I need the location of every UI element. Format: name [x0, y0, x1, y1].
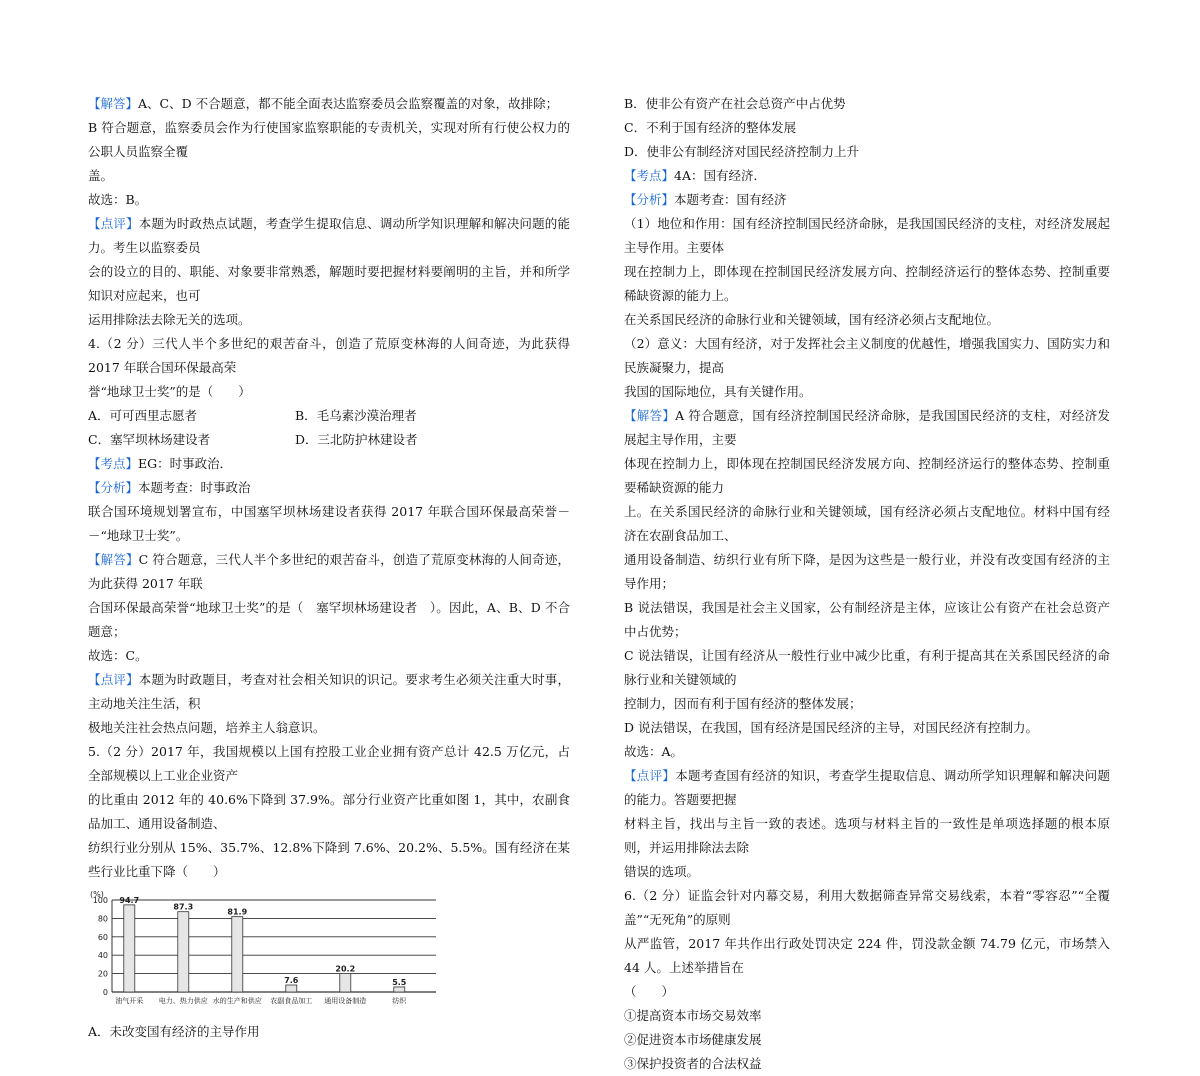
point-tag: 【考点】 — [88, 456, 139, 471]
y-axis-label: (%) — [90, 890, 104, 899]
q4-choice: 故选：C。 — [88, 648, 148, 663]
q5-answer: 【解答】A 符合题意，国有经济控制国民经济命脉，是我国国民经济的支柱，对经济发展起主导作用，主要 — [624, 408, 1110, 447]
bar-value-label: 94.7 — [119, 895, 140, 905]
bar-3 — [232, 917, 243, 992]
q5-option-b: B．使非公有资产在社会总资产中占优势 — [624, 96, 846, 111]
q4-analysis: 【分析】本题考查：时事政治 — [88, 480, 251, 495]
left-column — [88, 92, 570, 1044]
review-tag: 【点评】 — [624, 768, 676, 783]
q5-analysis-1-cont-2: 在关系国民经济的命脉行业和关键领域，国有经济必须占支配地位。 — [624, 312, 1000, 327]
bar-5 — [340, 973, 351, 992]
bar-6 — [394, 987, 405, 992]
q5-analysis-2: （2）意义：大国有经济，对于发挥社会主义制度的优越性，增强我国实力、国防实力和民族凝聚力，提高 — [624, 336, 1110, 375]
q5-option-a: A．未改变国有经济的主导作用 — [88, 1024, 260, 1039]
analysis-tag: 【分析】 — [88, 480, 139, 495]
q5-review-cont: 材料主旨，找出与主旨一致的表述。选项与材料主旨的一致性是单项选择题的根本原则，并运用排除法去除 — [624, 816, 1110, 855]
q3-answer: 【解答】A、C、D 不合题意，都不能全面表达监察委员会监察覆盖的对象，故排除； — [88, 96, 559, 111]
q4-stem-cont: 誉“地球卫士奖”的是（ ） — [88, 384, 251, 399]
q4-review-cont: 极地关注社会热点问题，培养主人翁意识。 — [88, 720, 326, 735]
q4-answer-cont: 合国环保最高荣誉“地球卫士奖”的是（ 塞罕坝林场建设者 ）。因此，A、B、D 不合题意； — [88, 600, 570, 639]
q4-options-row-1 — [88, 404, 570, 428]
q6-item-1: ①提高资本市场交易效率 — [624, 1008, 762, 1023]
y-tick-label: 80 — [97, 914, 108, 924]
q5-option-d: D．使非公有制经济对国民经济控制力上升 — [624, 144, 860, 159]
review-tag: 【点评】 — [88, 672, 139, 687]
bar-value-label: 81.9 — [227, 907, 248, 917]
review-tag: 【点评】 — [88, 216, 139, 231]
answer-tag: 【解答】 — [88, 552, 139, 567]
answer-tag: 【解答】 — [624, 408, 676, 423]
q5-analysis-1: （1）地位和作用：国有经济控制国民经济命脉，是我国国民经济的支柱，对经济发展起主导作用。主要体 — [624, 216, 1110, 255]
q5-analysis-1-cont: 现在控制力上，即体现在控制国民经济发展方向、控制经济运行的整体态势、控制重要稀缺资源的能力上。 — [624, 264, 1110, 303]
bar-1 — [124, 905, 135, 992]
q4-options-row-2 — [88, 428, 570, 452]
q6-item-3: ③保护投资者的合法权益 — [624, 1056, 762, 1071]
q5-choice: 故选：A。 — [624, 744, 684, 759]
q4-point: 【考点】EG：时事政治． — [88, 456, 233, 471]
point-tag: 【考点】 — [624, 168, 675, 183]
q5-review-cont-2: 错误的选项。 — [624, 864, 700, 879]
q5-answer-c-cont: 控制力，因而有利于国有经济的整体发展； — [624, 696, 862, 711]
q3-answer-b: B 符合题意，监察委员会作为行使国家监察职能的专责机关，实现对所有行使公权力的公职人员监察全覆 — [88, 120, 570, 159]
q5-answer-c: C 说法错误，让国有经济从一般性行业中减少比重，有利于提高其在关系国民经济的命脉行业和关键领域的 — [624, 648, 1110, 687]
bar-value-label: 7.6 — [284, 976, 299, 986]
q5-analysis-2-cont: 我国的国际地位，具有关键作用。 — [624, 384, 812, 399]
q5-option-c: C．不利于国有经济的整体发展 — [624, 120, 797, 135]
x-tick-label: 油气开采 — [115, 997, 144, 1005]
q4-option-c: C．塞罕坝林场建设者 — [88, 432, 211, 447]
y-tick-label: 60 — [97, 932, 108, 942]
q3-review-cont-2: 运用排除法去除无关的选项。 — [88, 312, 251, 327]
q4-option-b: B．毛乌素沙漠治理者 — [295, 408, 417, 423]
industry-asset-chart — [88, 888, 448, 1020]
y-tick-label: 0 — [102, 988, 108, 997]
q5-answer-d: D 说法错误，在我国，国有经济是国民经济的主导，对国民经济有控制力。 — [624, 720, 1038, 735]
q3-review: 【点评】本题为时政热点试题，考查学生提取信息、调动所学知识理解和解决问题的能力。考生以监察委员 — [88, 216, 570, 255]
q3-review-cont: 会的设立的目的、职能、对象要非常熟悉，解题时要把握材料要阐明的主旨，并和所学知识对应起来，也可 — [88, 264, 570, 303]
y-tick-label: 40 — [97, 951, 108, 961]
q5-answer-cont-3: 通用设备制造、纺织行业有所下降，是因为这些是一般行业，并没有改变国有经济的主导作用； — [624, 552, 1110, 591]
q5-review: 【点评】本题考查国有经济的知识，考查学生提取信息、调动所学知识理解和解决问题的能力。答题要把握 — [624, 768, 1110, 807]
q6-item-2: ②促进资本市场健康发展 — [624, 1032, 762, 1047]
q5-answer-cont: 体现在控制力上，即体现在控制国民经济发展方向、控制经济运行的整体态势、控制重要稀缺资源的能力 — [624, 456, 1110, 495]
q4-option-a: A．可可西里志愿者 — [88, 408, 198, 423]
y-tick-label: 20 — [97, 969, 108, 979]
q5-answer-cont-2: 上。在关系国民经济的命脉行业和关键领域，国有经济必须占支配地位。材料中国有经济在农副食品加工、 — [624, 504, 1110, 543]
answer-tag: 【解答】 — [88, 96, 139, 111]
q5-answer-b: B 说法错误，我国是社会主义国家，公有制经济是主体，应该让公有资产在社会总资产中占优势； — [624, 600, 1110, 639]
q5-stem: 5.（2 分）2017 年，我国规模以上国有控股工业企业拥有资产总计 42.5 万亿元，占全部规模以上工业企业资产 — [88, 744, 570, 783]
analysis-tag: 【分析】 — [624, 192, 675, 207]
right-column — [624, 92, 1110, 1076]
q6-stem: 6.（2 分）证监会针对内幕交易，利用大数据筛查异常交易线索，本着“零容忍”“全覆盖”“无死角”的原则 — [624, 888, 1110, 927]
x-tick-label: 纺织 — [392, 997, 407, 1005]
q3-answer-b-cont: 盖。 — [88, 168, 114, 183]
q4-answer: 【解答】C 符合题意，三代人半个多世纪的艰苦奋斗，创造了荒原变林海的人间奇迹，为此获得 2017 年联 — [88, 552, 570, 591]
x-tick-label: 水的生产和供应 — [212, 997, 262, 1005]
y-tick-label: 100 — [92, 896, 108, 905]
x-tick-label: 通用设备制造 — [324, 997, 367, 1005]
q5-point: 【考点】4A：国有经济． — [624, 168, 766, 183]
q4-option-d: D．三北防护林建设者 — [295, 432, 418, 447]
q4-stem: 4.（2 分）三代人半个多世纪的艰苦奋斗，创造了荒原变林海的人间奇迹，为此获得 2017 年联合国环保最高荣 — [88, 336, 570, 375]
bar-2 — [178, 912, 189, 992]
bar-chart-svg — [88, 888, 448, 1020]
bar-value-label: 87.3 — [173, 902, 194, 912]
x-tick-label: 电力、热力供应 — [158, 997, 208, 1005]
q5-analysis: 【分析】本题考查：国有经济 — [624, 192, 787, 207]
bar-value-label: 20.2 — [335, 964, 356, 974]
q3-choice: 故选：B。 — [88, 192, 148, 207]
q6-stem-cont: 从严监管，2017 年共作出行政处罚决定 224 件，罚没款金额 74.79 亿元，市场禁入 44 人。上述举措旨在 — [624, 936, 1110, 975]
q6-stem-cont-2: （ ） — [624, 984, 675, 999]
q4-analysis-body: 联合国环境规划署宣布，中国塞罕坝林场建设者获得 2017 年联合国环保最高荣誉－－“地球卫士奖”。 — [88, 504, 570, 543]
q5-stem-cont-2: 纺织行业分别从 15%、35.7%、12.8%下降到 7.6%、20.2%、5.5%。国有经济在某些行业比重下降（ ） — [88, 840, 570, 879]
bar-4 — [286, 985, 297, 992]
bar-value-label: 5.5 — [392, 977, 407, 987]
q4-review: 【点评】本题为时政题目，考查对社会相关知识的识记。要求考生必须关注重大时事，主动地关注生活，积 — [88, 672, 570, 711]
x-tick-label: 农副食品加工 — [270, 997, 313, 1005]
q5-stem-cont: 的比重由 2012 年的 40.6%下降到 37.9%。部分行业资产比重如图 1，其中，农副食品加工、通用设备制造、 — [88, 792, 570, 831]
